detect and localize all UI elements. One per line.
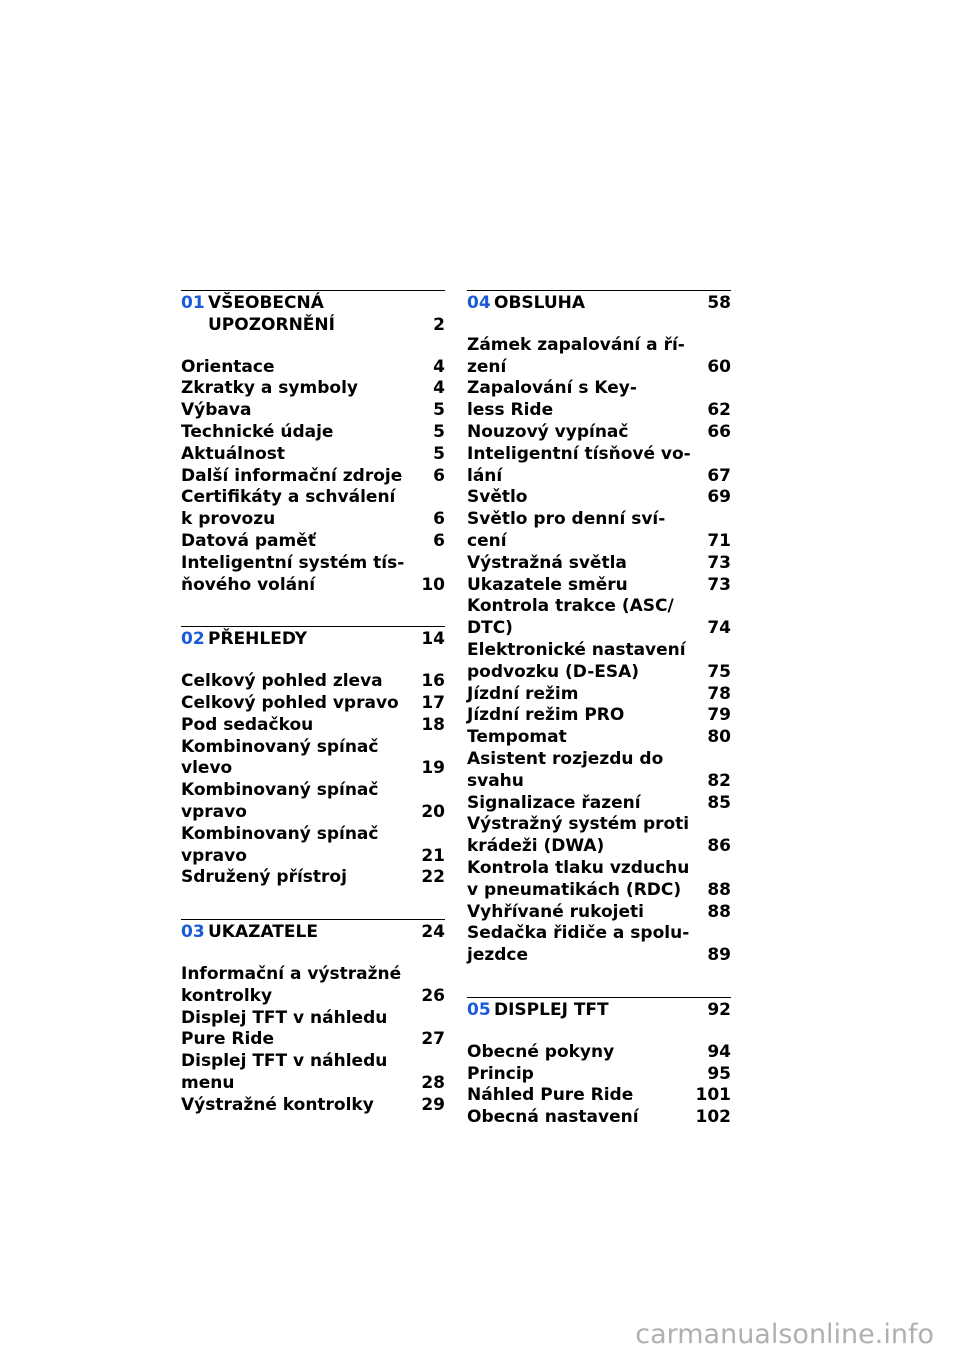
toc-entry-text: Signalizace řazení bbox=[467, 792, 641, 813]
toc-entry-line bbox=[467, 509, 731, 531]
toc-entry-text: Sdružený přístroj bbox=[181, 867, 347, 888]
toc-entry-text: Inteligentní tísňové vo- bbox=[467, 443, 691, 464]
toc-entry[interactable] bbox=[181, 553, 445, 597]
chapter-page-number: 14 bbox=[421, 629, 445, 650]
toc-entry-line bbox=[181, 986, 445, 1008]
toc-entry[interactable] bbox=[181, 378, 445, 400]
chapter-title-text: UKAZATELE bbox=[208, 922, 318, 943]
toc-entry-text: Zkratky a symboly bbox=[181, 378, 358, 399]
chapter-title-line bbox=[208, 293, 445, 315]
toc-entry-page-number: 89 bbox=[707, 945, 731, 966]
toc-entry-page-number: 17 bbox=[421, 692, 445, 713]
toc-entry-page-number: 5 bbox=[433, 421, 445, 442]
toc-entry-line bbox=[181, 1008, 445, 1030]
toc-entry-line bbox=[467, 902, 731, 924]
chapter-heading[interactable] bbox=[181, 293, 445, 337]
toc-entry-line bbox=[181, 1051, 445, 1073]
toc-entry-text: Kontrola tlaku vzduchu bbox=[467, 857, 690, 878]
toc-entry[interactable] bbox=[181, 531, 445, 553]
toc-entry-line bbox=[467, 335, 731, 357]
toc-entry-text: Výbava bbox=[181, 400, 252, 421]
chapter-title-line bbox=[494, 1000, 731, 1022]
toc-entry-text: Elektronické nastavení bbox=[467, 639, 686, 660]
toc-entry-text: menu bbox=[181, 1072, 235, 1093]
chapter-number: 04 bbox=[467, 293, 491, 313]
toc-entry-line bbox=[181, 693, 445, 715]
toc-entry-text: Další informační zdroje bbox=[181, 465, 403, 486]
chapter-title bbox=[494, 293, 731, 315]
toc-entry-line bbox=[467, 553, 731, 575]
toc-entry-page-number: 20 bbox=[421, 801, 445, 822]
toc-entry[interactable] bbox=[181, 964, 445, 1008]
toc-entry-line bbox=[467, 575, 731, 597]
toc-entry-text: kontrolky bbox=[181, 985, 273, 1006]
toc-entry-line bbox=[467, 1042, 731, 1064]
toc-entry-line bbox=[181, 867, 445, 889]
watermark: carmanualsonline.info bbox=[635, 1319, 934, 1350]
toc-entry-line bbox=[181, 758, 445, 780]
toc-entry-line bbox=[467, 422, 731, 444]
toc-entry-page-number: 79 bbox=[707, 705, 731, 726]
toc-entry-line bbox=[181, 509, 445, 531]
chapter-title bbox=[494, 1000, 731, 1022]
toc-entry-text: Obecná nastavení bbox=[467, 1107, 639, 1128]
chapter-heading[interactable] bbox=[467, 1000, 731, 1022]
toc-entry-text: Výstražný systém proti bbox=[467, 814, 690, 835]
toc-entry[interactable] bbox=[181, 487, 445, 531]
toc-entry[interactable] bbox=[467, 575, 731, 597]
toc-entry-page-number: 6 bbox=[433, 465, 445, 486]
toc-entry-page-number: 82 bbox=[707, 770, 731, 791]
toc-entry[interactable] bbox=[181, 422, 445, 444]
toc-entry-text: Výstražné kontrolky bbox=[181, 1094, 374, 1115]
toc-entry-line bbox=[467, 880, 731, 902]
toc-entry[interactable] bbox=[467, 640, 731, 684]
chapter-title-line bbox=[208, 315, 445, 337]
toc-entry-page-number: 66 bbox=[707, 421, 731, 442]
toc-entry-text: Pod sedačkou bbox=[181, 714, 314, 735]
toc-entry-line bbox=[467, 814, 731, 836]
toc-entry-line bbox=[467, 1085, 731, 1107]
chapter-page-number: 24 bbox=[421, 922, 445, 943]
toc-entry-page-number: 73 bbox=[707, 552, 731, 573]
toc-entry-line bbox=[467, 836, 731, 858]
toc-entry-line bbox=[181, 378, 445, 400]
toc-entry-page-number: 95 bbox=[707, 1063, 731, 1084]
toc-entry-text: Sedačka řidiče a spolu- bbox=[467, 923, 690, 944]
toc-entry-text: Celkový pohled zleva bbox=[181, 671, 383, 692]
toc-entry[interactable] bbox=[181, 780, 445, 824]
toc-entry-text: Náhled Pure Ride bbox=[467, 1085, 634, 1106]
chapter-title-text: VŠEOBECNÁ bbox=[208, 293, 324, 313]
toc-entry-text: Tempomat bbox=[467, 727, 567, 748]
toc-entry-page-number: 71 bbox=[707, 530, 731, 551]
toc-entry-text: lání bbox=[467, 465, 503, 486]
toc-entry[interactable] bbox=[467, 902, 731, 924]
toc-entry-page-number: 4 bbox=[433, 378, 445, 399]
toc-entry-text: Certifikáty a schválení bbox=[181, 487, 396, 508]
toc-entry-text: Zámek zapalování a ří- bbox=[467, 334, 685, 355]
toc-entry-line bbox=[467, 923, 731, 945]
toc-entry-text: Kombinovaný spínač bbox=[181, 736, 379, 757]
toc-entry-page-number: 85 bbox=[707, 792, 731, 813]
toc-entry-text: v pneumatikách (RDC) bbox=[467, 879, 682, 900]
toc-entry-page-number: 75 bbox=[707, 661, 731, 682]
toc-entry-line bbox=[467, 378, 731, 400]
toc-entry-text: Inteligentní systém tís- bbox=[181, 552, 405, 573]
chapter-title-line bbox=[208, 629, 445, 651]
toc-entry-line bbox=[181, 1095, 445, 1117]
toc-entry-page-number: 88 bbox=[707, 901, 731, 922]
toc-entry-page-number: 10 bbox=[421, 574, 445, 595]
chapter-number: 02 bbox=[181, 629, 205, 650]
chapter-heading[interactable] bbox=[181, 629, 445, 651]
toc-entry-line bbox=[181, 715, 445, 737]
toc-entry-line bbox=[181, 846, 445, 868]
toc-entry-text: less Ride bbox=[467, 400, 554, 421]
toc-entry-line bbox=[181, 575, 445, 597]
toc-entry-line bbox=[467, 400, 731, 422]
toc-entry-page-number: 5 bbox=[433, 400, 445, 421]
toc-entry-line bbox=[181, 802, 445, 824]
toc-entry-page-number: 74 bbox=[707, 618, 731, 639]
toc-entry-page-number: 62 bbox=[707, 400, 731, 421]
toc-entry-line bbox=[467, 357, 731, 379]
toc-entry[interactable] bbox=[181, 466, 445, 488]
toc-entry[interactable] bbox=[181, 357, 445, 379]
toc-entry-text: vpravo bbox=[181, 845, 247, 866]
chapter-number: 01 bbox=[181, 293, 205, 313]
toc-entry-page-number: 94 bbox=[707, 1041, 731, 1062]
toc-entry-page-number: 78 bbox=[707, 683, 731, 704]
toc-entry-line bbox=[467, 1064, 731, 1086]
toc-entry-line bbox=[467, 596, 731, 618]
toc-entry[interactable] bbox=[467, 705, 731, 727]
toc-entry-line bbox=[467, 684, 731, 706]
chapter-number: 03 bbox=[181, 922, 205, 943]
toc-entry-page-number: 80 bbox=[707, 727, 731, 748]
toc-entry-line bbox=[181, 737, 445, 759]
toc-entry-text: cení bbox=[467, 530, 507, 551]
toc-entry-line bbox=[181, 824, 445, 846]
chapter-heading[interactable] bbox=[181, 922, 445, 944]
toc-entry-line bbox=[181, 400, 445, 422]
toc-entry-line bbox=[181, 466, 445, 488]
chapter-title-text: OBSLUHA bbox=[494, 293, 586, 313]
toc-entry-page-number: 18 bbox=[421, 714, 445, 735]
toc-entry-text: Ukazatele směru bbox=[467, 574, 628, 595]
toc-entry-page-number: 102 bbox=[695, 1107, 731, 1128]
toc-entry-page-number: 26 bbox=[421, 985, 445, 1006]
toc-entry-text: Informační a výstražné bbox=[181, 963, 402, 984]
chapter-title-line bbox=[494, 293, 731, 315]
toc-entry-text: Princip bbox=[467, 1063, 534, 1084]
toc-column-right bbox=[467, 290, 731, 1129]
toc-entry-page-number: 67 bbox=[707, 465, 731, 486]
toc-entry-page-number: 5 bbox=[433, 443, 445, 464]
toc-entry-text: Kombinovaný spínač bbox=[181, 780, 379, 801]
chapter-number: 05 bbox=[467, 999, 491, 1020]
toc-entry-page-number: 19 bbox=[421, 758, 445, 779]
chapter-04 bbox=[467, 290, 731, 967]
chapter-title bbox=[208, 293, 445, 337]
toc-entry-text: Technické údaje bbox=[181, 421, 334, 442]
toc-entry-page-number: 86 bbox=[707, 836, 731, 857]
toc-entry-text: Obecné pokyny bbox=[467, 1041, 615, 1062]
toc-entry[interactable] bbox=[181, 444, 445, 466]
toc-entry-line bbox=[181, 1073, 445, 1095]
chapter-03 bbox=[181, 919, 445, 1116]
toc-entry-text: Datová paměť bbox=[181, 530, 316, 551]
toc-entry[interactable] bbox=[181, 693, 445, 715]
toc-entry-line bbox=[467, 618, 731, 640]
toc-entry-text: Asistent rozjezdu do bbox=[467, 748, 664, 769]
toc-entry-text: Pure Ride bbox=[181, 1029, 275, 1050]
toc-entry-page-number: 60 bbox=[707, 356, 731, 377]
toc-entry-line bbox=[467, 749, 731, 771]
toc-entry[interactable] bbox=[467, 487, 731, 509]
toc-entry[interactable] bbox=[181, 671, 445, 693]
toc-entry-line bbox=[181, 780, 445, 802]
toc-entry-text: podvozku (D-ESA) bbox=[467, 661, 640, 682]
chapter-title-line bbox=[208, 922, 445, 944]
toc-entry[interactable] bbox=[467, 684, 731, 706]
toc-entry[interactable] bbox=[181, 715, 445, 737]
toc-entry-page-number: 101 bbox=[695, 1085, 731, 1106]
toc-entry-text: DTC) bbox=[467, 618, 513, 639]
toc-entry-page-number: 28 bbox=[421, 1072, 445, 1093]
toc-entry-page-number: 6 bbox=[433, 530, 445, 551]
toc-entry[interactable] bbox=[467, 1064, 731, 1086]
toc-entry[interactable] bbox=[467, 335, 731, 379]
chapter-page-number: 58 bbox=[707, 293, 731, 313]
toc-entry-text: Kontrola trakce (ASC/ bbox=[467, 596, 674, 617]
toc-entry[interactable] bbox=[181, 1008, 445, 1052]
toc-entry-text: Výstražná světla bbox=[467, 552, 627, 573]
toc-entry[interactable] bbox=[181, 737, 445, 781]
toc-entry-text: Jízdní režim PRO bbox=[467, 705, 625, 726]
toc-entry-line bbox=[467, 444, 731, 466]
toc-entry-text: vlevo bbox=[181, 758, 233, 779]
toc-entry[interactable] bbox=[467, 793, 731, 815]
toc-entry[interactable] bbox=[181, 1051, 445, 1095]
chapter-01 bbox=[181, 290, 445, 596]
toc-entry[interactable] bbox=[181, 400, 445, 422]
chapter-heading[interactable] bbox=[467, 293, 731, 315]
toc-entry-line bbox=[181, 553, 445, 575]
toc-entry-line bbox=[467, 945, 731, 967]
chapter-02 bbox=[181, 626, 445, 889]
toc-entry-line bbox=[467, 858, 731, 880]
toc-entry-line bbox=[467, 466, 731, 488]
toc-entry-page-number: 88 bbox=[707, 879, 731, 900]
toc-entry-line bbox=[467, 531, 731, 553]
toc-entry[interactable] bbox=[467, 1085, 731, 1107]
chapter-page-number: 2 bbox=[433, 314, 445, 335]
toc-entry[interactable] bbox=[467, 509, 731, 553]
toc-entry-page-number: 21 bbox=[421, 845, 445, 866]
toc-entry[interactable] bbox=[467, 727, 731, 749]
toc-entry-text: Jízdní režim bbox=[467, 683, 579, 704]
toc-entry-text: vpravo bbox=[181, 801, 247, 822]
chapter-page-number: 92 bbox=[707, 999, 731, 1020]
toc-entry-page-number: 22 bbox=[421, 867, 445, 888]
toc-entry-line bbox=[467, 662, 731, 684]
toc-entry[interactable] bbox=[467, 923, 731, 967]
toc-entry-text: Světlo bbox=[467, 487, 528, 508]
toc-entry-text: jezdce bbox=[467, 945, 529, 966]
toc-entry-line bbox=[467, 705, 731, 727]
toc-entry-text: Displej TFT v náhledu bbox=[181, 1051, 388, 1072]
toc-entry-line bbox=[467, 771, 731, 793]
toc-entry-page-number: 69 bbox=[707, 487, 731, 508]
chapter-title bbox=[208, 922, 445, 944]
toc-entry[interactable] bbox=[467, 378, 731, 422]
toc-entry-text: Světlo pro denní sví- bbox=[467, 509, 666, 530]
toc-entry-text: Zapalování s Key- bbox=[467, 378, 637, 399]
toc-entry[interactable] bbox=[467, 422, 731, 444]
toc-entry[interactable] bbox=[467, 1107, 731, 1129]
toc-entry-text: Celkový pohled vpravo bbox=[181, 692, 399, 713]
chapter-title bbox=[208, 629, 445, 651]
toc-entry-line bbox=[467, 727, 731, 749]
chapter-title-text: DISPLEJ TFT bbox=[494, 999, 609, 1020]
toc-entry[interactable] bbox=[181, 824, 445, 868]
toc-entry-line bbox=[467, 1107, 731, 1129]
toc-entry-text: Nouzový vypínač bbox=[467, 421, 629, 442]
toc-entry-line bbox=[467, 487, 731, 509]
chapter-title-text: UPOZORNĚNÍ bbox=[208, 314, 335, 335]
toc-entry-text: zení bbox=[467, 356, 507, 377]
toc-entry-line bbox=[181, 671, 445, 693]
toc-entry[interactable] bbox=[467, 1042, 731, 1064]
toc-entry[interactable] bbox=[467, 596, 731, 640]
toc-entry-line bbox=[467, 640, 731, 662]
toc-entry[interactable] bbox=[467, 553, 731, 575]
toc-entry[interactable] bbox=[467, 749, 731, 793]
toc-entry-line bbox=[181, 487, 445, 509]
toc-entry-text: Vyhřívané rukojeti bbox=[467, 901, 644, 922]
toc-entry[interactable] bbox=[181, 1095, 445, 1117]
toc-entry-page-number: 16 bbox=[421, 671, 445, 692]
toc-column-left bbox=[181, 290, 445, 1117]
toc-entry-text: Displej TFT v náhledu bbox=[181, 1007, 388, 1028]
toc-entry[interactable] bbox=[181, 867, 445, 889]
toc-entry-page-number: 27 bbox=[421, 1029, 445, 1050]
toc-entry[interactable] bbox=[467, 814, 731, 858]
toc-entry-text: Orientace bbox=[181, 356, 275, 377]
toc-entry-line bbox=[181, 531, 445, 553]
toc-entry-line bbox=[181, 964, 445, 986]
toc-entry-line bbox=[181, 444, 445, 466]
toc-entry-text: Kombinovaný spínač bbox=[181, 823, 379, 844]
toc-entry[interactable] bbox=[467, 444, 731, 488]
toc-entry-line bbox=[181, 1029, 445, 1051]
toc-entry-text: k provozu bbox=[181, 509, 276, 530]
toc-entry-page-number: 4 bbox=[433, 356, 445, 377]
toc-entry-page-number: 29 bbox=[421, 1094, 445, 1115]
toc-entry-text: Aktuálnost bbox=[181, 443, 286, 464]
toc-entry-line bbox=[181, 422, 445, 444]
toc-entry-text: ňového volání bbox=[181, 574, 316, 595]
toc-entry-text: svahu bbox=[467, 770, 524, 791]
toc-entry-line bbox=[181, 357, 445, 379]
toc-entry-page-number: 73 bbox=[707, 574, 731, 595]
toc-entry-line bbox=[467, 793, 731, 815]
chapter-title-text: PŘEHLEDY bbox=[208, 629, 308, 650]
toc-entry-page-number: 6 bbox=[433, 509, 445, 530]
toc-entry[interactable] bbox=[467, 858, 731, 902]
toc-entry-text: krádeži (DWA) bbox=[467, 836, 605, 857]
chapter-05 bbox=[467, 997, 731, 1129]
